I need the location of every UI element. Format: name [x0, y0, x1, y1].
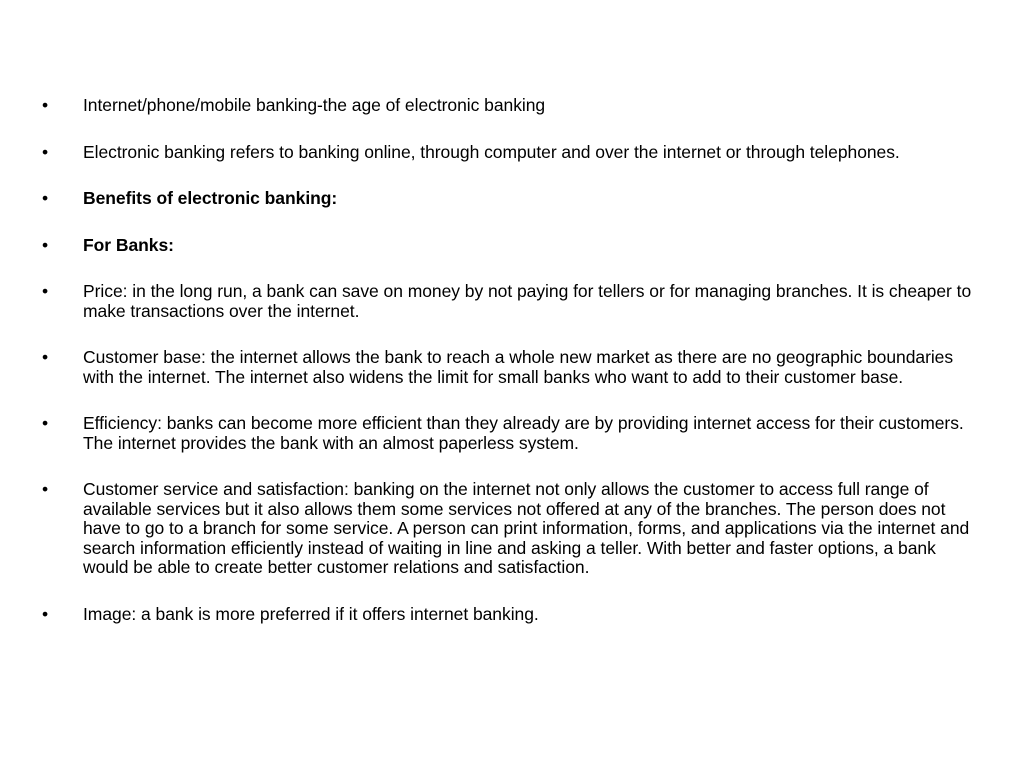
bullet-text: Customer service and satisfaction: banking on the internet not only allows the customer to access full range of available services but it also allows them some services not offered at any of the branches. The person does not have to go to a branch for some service. A person can print information, forms, and applications via the internet and search information efficiently instead of waiting in line and asking a teller. With better and faster options, a bank would be able to create better customer relations and satisfaction.: [83, 479, 970, 577]
bullet-text: Internet/phone/mobile banking-the age of electronic banking: [83, 95, 546, 115]
section-heading-benefits: Benefits of electronic banking:: [83, 188, 338, 208]
bullet-icon: •: [42, 95, 49, 115]
bullet-item-5: [42, 282, 972, 321]
bullet-icon: •: [42, 479, 49, 499]
bullet-icon: •: [42, 234, 49, 255]
bullet-item-4: [42, 236, 972, 256]
bullet-icon: •: [42, 347, 49, 367]
bullet-icon: •: [42, 413, 49, 433]
section-heading-for-banks: For Banks:: [83, 234, 174, 255]
bullet-list: [42, 96, 972, 624]
bullet-text: Customer base: the internet allows the bank to reach a whole new market as there are no geographic boundaries with the internet. The internet also widens the limit for small banks who want to add to their customer base.: [83, 347, 954, 387]
bullet-item-6: [42, 348, 972, 387]
bullet-item-9: [42, 605, 972, 625]
bullet-icon: •: [42, 281, 49, 301]
bullet-icon: •: [42, 188, 49, 208]
bullet-text: Image: a bank is more preferred if it offers internet banking.: [83, 603, 539, 624]
bullet-icon: •: [42, 603, 49, 624]
bullet-item-2: [42, 143, 972, 163]
bullet-item-7: [42, 414, 972, 453]
bullet-text: Electronic banking refers to banking online, through computer and over the internet or through telephones.: [83, 141, 900, 162]
bullet-item-3: [42, 189, 972, 209]
bullet-icon: •: [42, 141, 49, 162]
bullet-item-1: [42, 96, 972, 116]
bullet-text: Price: in the long run, a bank can save on money by not paying for tellers or for managing branches. It is cheaper to make transactions over the internet.: [83, 281, 972, 321]
bullet-text: Efficiency: banks can become more efficient than they already are by providing internet access for their customers. The internet provides the bank with an almost paperless system.: [83, 413, 964, 453]
bullet-item-8: [42, 480, 972, 578]
